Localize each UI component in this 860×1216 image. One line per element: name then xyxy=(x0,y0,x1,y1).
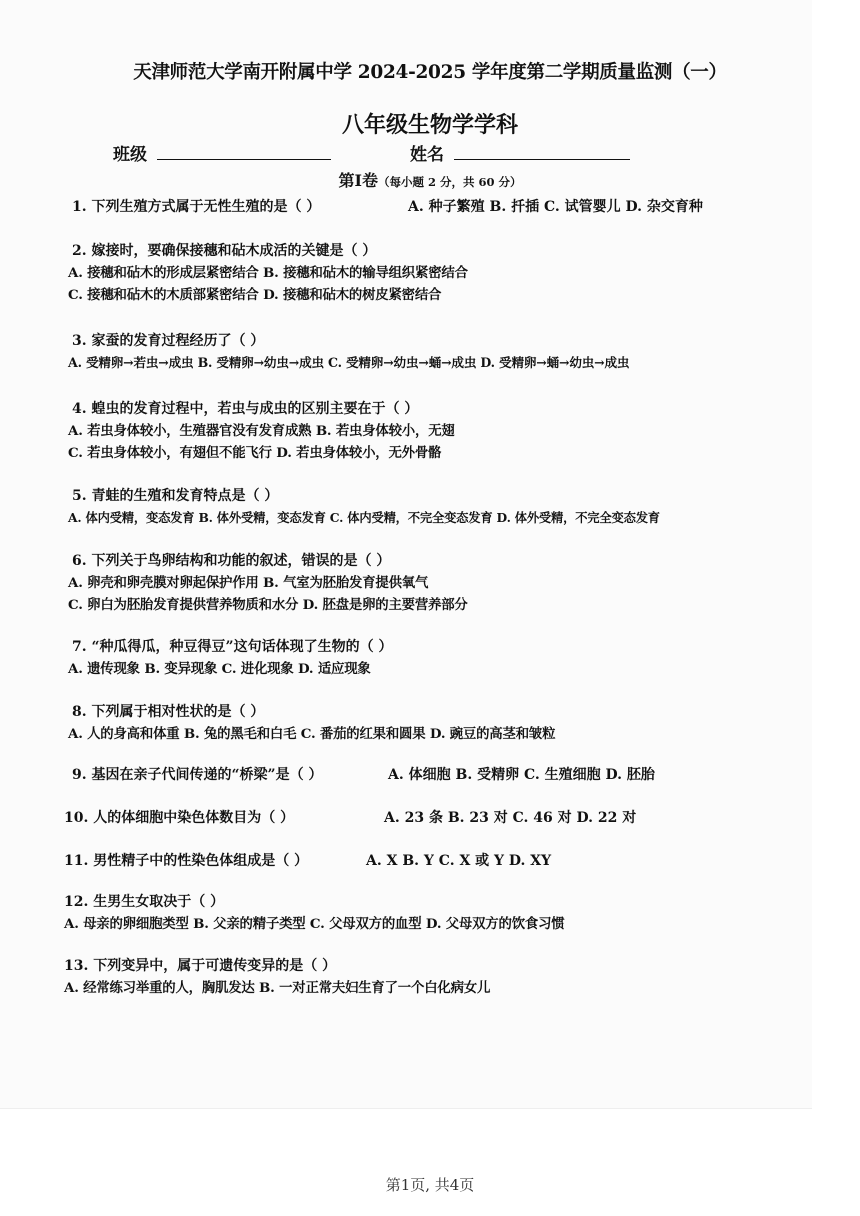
question-options: A. 遗传现象 B. 变异现象 C. 进化现象 D. 适应现象 xyxy=(68,661,371,677)
section-heading xyxy=(0,168,860,191)
class-blank-line xyxy=(157,145,331,160)
question-options: A. 体细胞 B. 受精卵 C. 生殖细胞 D. 胚胎 xyxy=(388,767,655,783)
question-stem: 5. 青蛙的生殖和发育特点是（ ） xyxy=(72,488,279,504)
question-stem: 7. “种瓜得瓜，种豆得豆”这句话体现了生物的（ ） xyxy=(72,639,393,655)
class-label: 班级 xyxy=(113,145,147,165)
question-5 xyxy=(68,485,812,529)
question-11 xyxy=(64,850,804,872)
question-stem: 10. 人的体细胞中染色体数目为（ ） xyxy=(64,810,295,826)
name-blank-line xyxy=(454,145,630,160)
section-note: （每小题 2 分，共 60 分） xyxy=(377,175,522,189)
question-9 xyxy=(72,764,812,786)
question-options: A. 种子繁殖 B. 扦插 C. 试管婴儿 D. 杂交育种 xyxy=(408,199,703,215)
question-4 xyxy=(68,398,812,464)
name-label: 姓名 xyxy=(410,145,444,165)
question-options: A. 受精卵→若虫→成虫 B. 受精卵→幼虫→成虫 C. 受精卵→幼虫→蛹→成虫 D. 受精卵→蛹→幼虫→成虫 xyxy=(68,355,630,370)
question-options: A. 卵壳和卵壳膜对卵起保护作用 B. 气室为胚胎发育提供氧气 xyxy=(68,575,429,591)
question-1 xyxy=(72,196,812,218)
question-options: A. 接穗和砧木的形成层紧密结合 B. 接穗和砧木的输导组织紧密结合 xyxy=(68,265,468,281)
question-3 xyxy=(68,330,812,374)
question-options: C. 若虫身体较小，有翅但不能飞行 D. 若虫身体较小，无外骨骼 xyxy=(68,445,442,461)
question-stem: 13. 下列变异中，属于可遗传变异的是（ ） xyxy=(64,958,337,974)
question-options: A. 经常练习举重的人，胸肌发达 B. 一对正常夫妇生育了一个白化病女儿 xyxy=(64,980,491,996)
question-options: A. 体内受精，变态发育 B. 体外受精，变态发育 C. 体内受精，不完全变态发育 D. 体外受精，不完全变态发育 xyxy=(68,510,660,525)
question-stem: 6. 下列关于鸟卵结构和功能的叙述，错误的是（ ） xyxy=(72,553,391,569)
name-field xyxy=(410,140,630,165)
question-10 xyxy=(64,807,804,829)
question-stem: 3. 家蚕的发育过程经历了（ ） xyxy=(72,333,265,349)
question-options: A. X B. Y C. X 或 Y D. XY xyxy=(366,853,552,869)
question-stem: 4. 蝗虫的发育过程中，若虫与成虫的区别主要在于（ ） xyxy=(72,401,419,417)
section-title: 第Ⅰ卷 xyxy=(338,171,378,190)
question-12 xyxy=(64,891,804,935)
question-stem: 1. 下列生殖方式属于无性生殖的是（ ） xyxy=(72,199,321,215)
question-options: A. 母亲的卵细胞类型 B. 父亲的精子类型 C. 父母双方的血型 D. 父母双方的饮食习惯 xyxy=(64,916,565,932)
exam-title: 天津师范大学南开附属中学 2024-2025 学年度第二学期质量监测（一） xyxy=(133,62,727,83)
question-8 xyxy=(68,701,812,745)
question-stem: 8. 下列属于相对性状的是（ ） xyxy=(72,704,265,720)
page-number: 第1页, 共4页 xyxy=(385,1176,475,1194)
question-7 xyxy=(68,636,812,680)
question-options: C. 接穗和砧木的木质部紧密结合 D. 接穗和砧木的树皮紧密结合 xyxy=(68,287,442,303)
question-2 xyxy=(68,240,812,306)
class-field xyxy=(113,140,331,165)
question-stem: 9. 基因在亲子代间传递的“桥梁”是（ ） xyxy=(72,767,323,783)
question-options: A. 若虫身体较小，生殖器官没有发育成熟 B. 若虫身体较小，无翅 xyxy=(68,423,455,439)
question-options: A. 人的身高和体重 B. 兔的黑毛和白毛 C. 番茄的红果和圆果 D. 豌豆的高茎和皱粒 xyxy=(68,726,556,742)
question-stem: 2. 嫁接时，要确保接穗和砧木成活的关键是（ ） xyxy=(72,243,377,259)
exam-subtitle: 八年级生物学学科 xyxy=(341,112,518,138)
question-options: A. 23 条 B. 23 对 C. 46 对 D. 22 对 xyxy=(384,810,637,826)
question-stem: 12. 生男生女取决于（ ） xyxy=(64,894,225,910)
question-13 xyxy=(64,955,804,999)
scan-bottom-edge xyxy=(0,1108,812,1109)
question-6 xyxy=(68,550,812,616)
question-options: C. 卵白为胚胎发育提供营养物质和水分 D. 胚盘是卵的主要营养部分 xyxy=(68,597,468,613)
question-stem: 11. 男性精子中的性染色体组成是（ ） xyxy=(64,853,309,869)
